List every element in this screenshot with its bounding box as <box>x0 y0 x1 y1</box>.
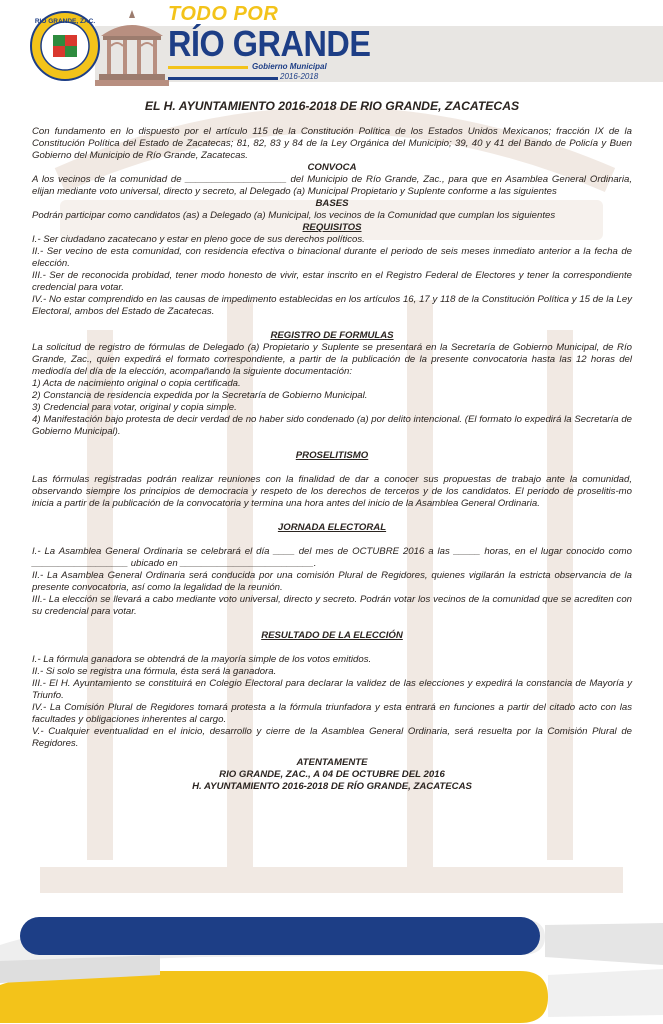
proselitismo-paragraph: Las fórmulas registradas podrán realizar reuniones con la finalidad de dar a conocer sus propuestas de trabajo ante la comunidad, observando siempre los principios de democracia y respeto de los derechos de terceros y de los candidatos. El periodo de proselitis-mo inicia a partir de la publicación de la convocatoria y termina una hora antes del inicio de la Asamblea General Ordinaria. <box>32 474 632 509</box>
government-period: 2016-2018 <box>280 72 319 81</box>
header-blue-rule <box>168 77 278 80</box>
bases-paragraph: Podrán participar como candidatos (as) a Delegado (a) Municipal, los vecinos de la Comunidad que cumplan los siguientes <box>32 210 556 221</box>
requisito-item: II.- Ser vecino de esta comunidad, con residencia efectiva o binacional durante el periodo de seis meses inmediato anterior a la fecha de elección. <box>32 246 632 269</box>
jornada-item: I.- La Asamblea General Ordinaria se celebrará el día ____ del mes de OCTUBRE 2016 a las _____ horas, en el lugar conocido como __________________ ubicado en _________________________. <box>32 546 632 569</box>
resultado-heading: RESULTADO DE LA ELECCIÓN <box>261 630 403 641</box>
resultado-item: IV.- La Comisión Plural de Regidores tomará protesta a la fórmula triunfadora y esta entrará en funciones a partir del citado acto con las facultades y obligaciones inherentes al cargo. <box>32 702 632 725</box>
municipal-seal-icon <box>30 11 100 81</box>
jornada-item: III.- La elección se llevará a cabo mediante voto universal, directo y secreto. Podrán votar los vecinos de la comunidad que se acrediten con su credencial para votar. <box>32 594 632 617</box>
requisito-item: IV.- No estar comprendido en las causas de impedimento establecidas en los artículos 16, 17 y 118 de la Constitución Política y 15 de la Ley Electoral, ambos del Estado de Zacatecas. <box>32 294 632 317</box>
resultado-item: V.- Cualquier eventualidad en el inicio, desarrollo y cierre de la Asamblea General Ordinaria, será resuelta por la Comisión Plural de Regidores. <box>32 726 632 749</box>
header-banner <box>0 0 663 92</box>
registro-item: 3) Credencial para votar, original y copia simple. <box>32 402 237 413</box>
resultado-item: III.- El H. Ayuntamiento se constituirá en Colegio Electoral para declarar la validez de las elecciones y expedirá la constancia de Mayoría y Triunfo. <box>32 678 632 701</box>
seal-text: RIO GRANDE, ZAC. <box>34 18 96 25</box>
closing-place-date: RIO GRANDE, ZAC., A 04 DE OCTUBRE DEL 2016 <box>219 769 445 780</box>
jornada-item: II.- La Asamblea General Ordinaria será conducida por una comisión Plural de Regidores, quienes vigilarán la estricta observancia de la presente convocatoria, así como la legalidad de la reunión. <box>32 570 632 593</box>
bases-heading: BASES <box>315 198 349 209</box>
header-yellow-rule <box>168 66 248 69</box>
footer-decoration <box>0 905 663 1024</box>
closing-signature: H. AYUNTAMIENTO 2016-2018 DE RÍO GRANDE, ZACATECAS <box>192 781 472 792</box>
requisito-item: III.- Ser de reconocida probidad, tener modo honesto de vivir, estar inscrito en el Registro Federal de Electores y tener la correspondiente credencial para votar. <box>32 270 632 293</box>
header-tagline: TODO POR <box>168 3 279 25</box>
requisitos-heading: REQUISITOS <box>302 222 362 233</box>
registro-item: 2) Constancia de residencia expedida por la Secretaría de Gobierno Municipal. <box>32 390 368 401</box>
header-brand-title: RÍO GRANDE <box>168 23 371 64</box>
proselitismo-heading: PROSELITISMO <box>295 450 369 461</box>
resultado-item: I.- La fórmula ganadora se obtendrá de la mayoría simple de los votos emitidos. <box>32 654 372 665</box>
resultado-item: II.- Si solo se registra una fórmula, ésta será la ganadora. <box>32 666 277 677</box>
jornada-heading: JORNADA ELECTORAL <box>277 522 387 533</box>
requisito-item: I.- Ser ciudadano zacatecano y estar en pleno goce de sus derechos políticos. <box>32 234 365 245</box>
document-body <box>32 100 632 793</box>
convoca-heading: CONVOCA <box>307 162 357 173</box>
kiosk-logo-icon <box>95 6 169 88</box>
government-label: Gobierno Municipal <box>252 62 327 71</box>
convoca-paragraph: A los vecinos de la comunidad de ___________________ del Municipio de Río Grande, Zac., para que en Asamblea General Ordinaria, elijan mediante voto universal, directo y secreto, al Delegado (a) Municipal Propietario y Suplente conforme a las siguientes <box>32 174 632 197</box>
intro-paragraph: Con fundamento en lo dispuesto por el artículo 115 de la Constitución Política de los Estados Unidos Mexicanos; fracción IX de la Constitución Política del Estado de Zacatecas; 81, 82, 83 y 84 de la Ley Orgánica del Municipio; 39, 40 y 41 del Bando de Policía y Buen Gobierno del Municipio de Río Grande, Zacatecas. <box>32 126 632 161</box>
registro-item: 4) Manifestación bajo protesta de decir verdad de no haber sido condenado (a) por delito intencional. (El formato lo expedirá la Secretaría de Gobierno Municipal). <box>32 414 632 437</box>
closing-salutation: ATENTAMENTE <box>296 757 368 768</box>
document-title: EL H. AYUNTAMIENTO 2016-2018 DE RIO GRANDE, ZACATECAS <box>144 99 520 113</box>
registro-item: 1) Acta de nacimiento original o copia certificada. <box>32 378 241 389</box>
registro-paragraph: La solicitud de registro de fórmulas de Delegado (a) Propietario y Suplente se presentará en la Secretaría de Gobierno Municipal, de Río Grande, Zac., quien expedirá el formato correspondiente, a partir de la publicación de la presente convocatoria hasta las 12 horas del mediodía del día de la elección, acompañando la siguiente documentación: <box>32 342 632 377</box>
registro-heading: REGISTRO DE FORMULAS <box>270 330 394 341</box>
